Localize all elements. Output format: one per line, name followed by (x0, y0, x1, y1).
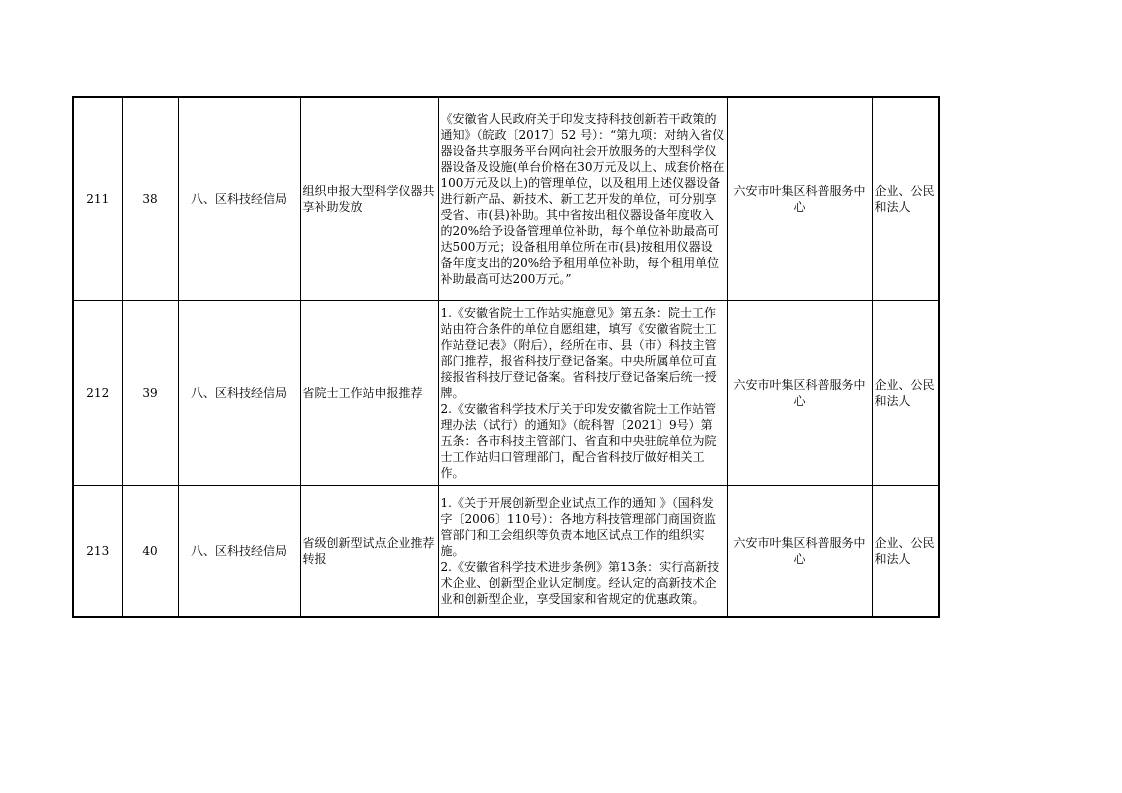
row-department: 八、区科技经信局 (178, 300, 300, 485)
row-item-number: 39 (122, 300, 178, 485)
table-row (73, 97, 939, 300)
row-department: 八、区科技经信局 (178, 485, 300, 617)
row-service-object: 企业、公民和法人 (872, 300, 939, 485)
row-sequence: 211 (73, 97, 122, 300)
row-legal-basis: 1.《安徽省院士工作站实施意见》第五条：院士工作站由符合条件的单位自愿组建，填写《安徽省院士工作站登记表》（附后），经所在市、县（市）科技主管部门推荐，报省科技厅登记备案。中央所属单位可直接报省科技厅登记备案。省科技厅登记备案后统一授牌。 2.《安徽省科学技术厅关于印发安徽省院士工作站管理办法（试行）的通知》（皖科智〔2021〕9号）第五条：各市科技主管部门、省直和中央驻皖单位为院士工作站归口管理部门，配合省科技厅做好相关工作。 (438, 300, 727, 485)
row-sequence: 212 (73, 300, 122, 485)
row-item-name: 组织申报大型科学仪器共享补助发放 (300, 97, 438, 300)
row-item-name: 省级创新型试点企业推荐转报 (300, 485, 438, 617)
service-list-table (72, 96, 940, 618)
row-implementing-unit: 六安市叶集区科普服务中心 (727, 300, 872, 485)
row-service-object: 企业、公民和法人 (872, 485, 939, 617)
table-row (73, 485, 939, 617)
row-department: 八、区科技经信局 (178, 97, 300, 300)
row-item-number: 40 (122, 485, 178, 617)
row-sequence: 213 (73, 485, 122, 617)
row-item-name: 省院士工作站申报推荐 (300, 300, 438, 485)
row-legal-basis: 1.《关于开展创新型企业试点工作的通知 》（国科发字〔2006〕110号）：各地方科技管理部门商国资监管部门和工会组织等负责本地区试点工作的组织实施。 2.《安徽省科学技术进步条例》第13条：实行高新技术企业、创新型企业认定制度。经认定的高新技术企业和创新型企业，享受国家和省规定的优惠政策。 (438, 485, 727, 617)
row-item-number: 38 (122, 97, 178, 300)
row-legal-basis: 《安徽省人民政府关于印发支持科技创新若干政策的通知》（皖政〔2017〕52 号）：“第九项：对纳入省仪器设备共享服务平台网向社会开放服务的大型科学仪器设备及设施(单台价格在30万元及以上、成套价格在100万元及以上)的管理单位，以及租用上述仪器设备进行新产品、新技术、新工艺开发的单位，可分别享受省、市(县)补助。其中省按出租仪器设备年度收入的20%给予设备管理单位补助，每个单位补助最高可达500万元；设备租用单位所在市(县)按租用仪器设备年度支出的20%给予租用单位补助，每个租用单位补助最高可达200万元。” (438, 97, 727, 300)
row-implementing-unit: 六安市叶集区科普服务中心 (727, 485, 872, 617)
row-service-object: 企业、公民和法人 (872, 97, 939, 300)
row-implementing-unit: 六安市叶集区科普服务中心 (727, 97, 872, 300)
table-row (73, 300, 939, 485)
